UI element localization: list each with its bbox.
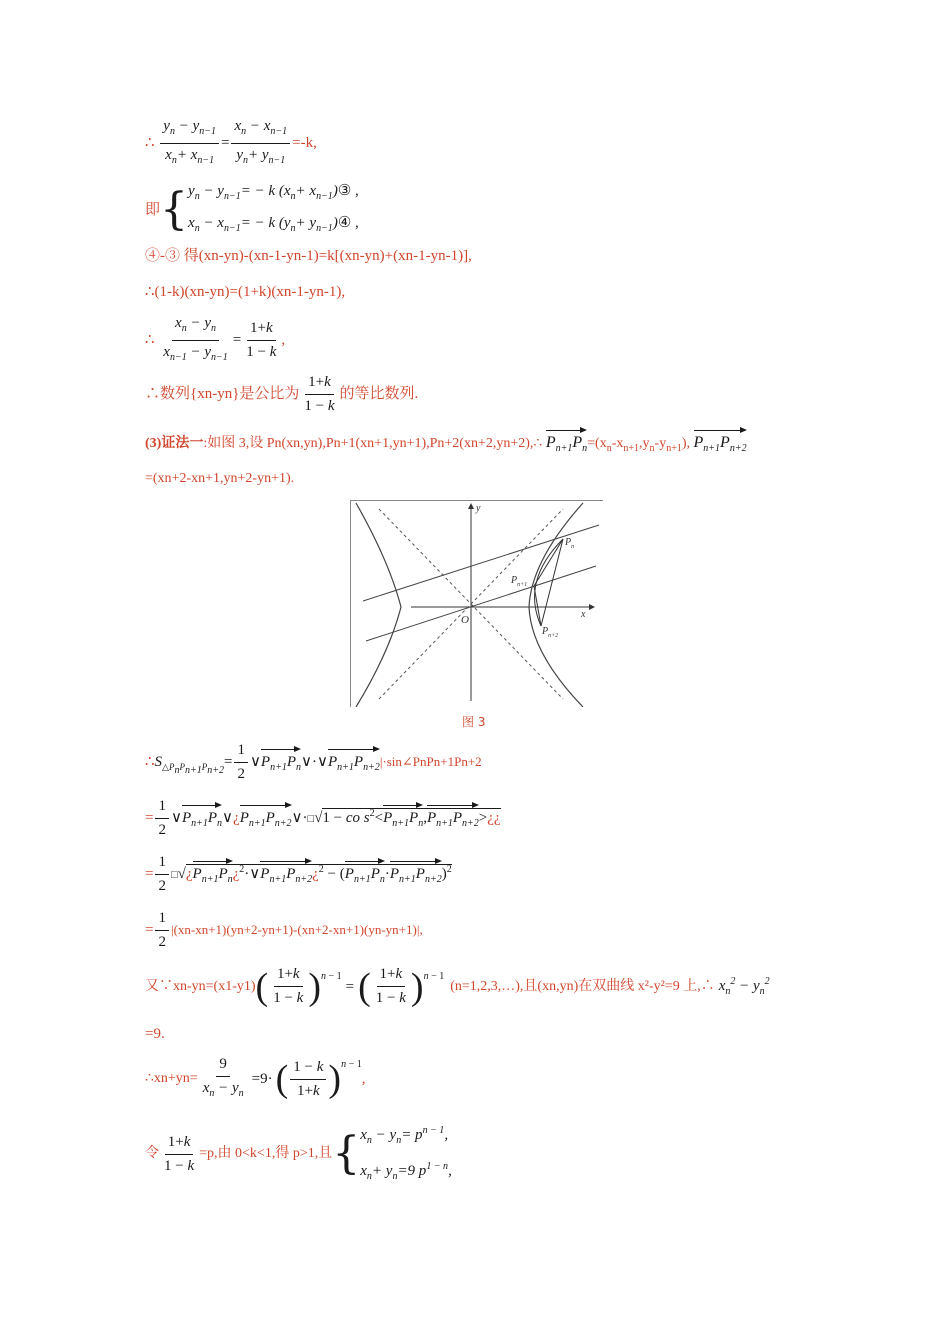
fraction-15a: $\frac{9}{x_n - y_n}$ (202, 1056, 244, 1099)
system2-row-1: $x_n - y_n= p^{n - 1}$, (360, 1125, 449, 1146)
fraction-1b: $\frac{x_n - x_{n-1}}{y_n+ y_{n-1}}$ (231, 116, 290, 171)
eq-line-16 (145, 1118, 452, 1190)
label-pn (564, 537, 574, 550)
y-axis-arrow (468, 503, 474, 509)
eq-line-2-system (145, 178, 359, 242)
therefore-symbol: ∴ (145, 331, 155, 348)
label-pn1-letter: P (511, 575, 518, 586)
eq-line-13-mid: (n=1,2,3,…),且(xn,yn)在双曲线 x²-y²=9 上,∴ (450, 978, 715, 994)
system-row-1: $y_n - y_{n-1}= - k$ ($x_n+$ $x_{n-1})③$ , (188, 183, 359, 202)
label-pn-letter: P (565, 537, 572, 548)
label-pn1 (510, 575, 527, 588)
eq-line-6-prefix: ∴数列{xn-yn}是公比为 (145, 385, 300, 402)
hyperbola-diagram (351, 501, 603, 707)
fraction-13b: $\frac{1+k}{1 - k}$ (375, 966, 406, 1006)
eq-line-10: = $\frac{1}{2}$ $\vee P_{n+1}P_n\vee¿P_{n+1}P_{n+2}\vee\cdot□√1$ − co $s^2<P_{n+1}P_n,P_{n+1}P_{n+2}>¿¿$ (145, 796, 501, 841)
eq-line-9-tail: |·sin∠PnPn+1Pn+2 (379, 753, 482, 769)
system2-row-2: $x_n+ y_n=9$ $p^{1 - n}$, (360, 1161, 452, 1182)
fraction-16: $\frac{1+k}{1 - k}$ (164, 1133, 195, 1174)
fraction-half-12: $\frac{1}{2}$ (155, 908, 169, 953)
eq-line-3: ④-③ 得(xn-yn)-(xn-1-yn-1)=k[(xn-yn)+(xn-1-yn-1)], (145, 248, 472, 264)
label-pn1-sub: n+1 (517, 582, 528, 588)
eq-line-4: ∴(1-k)(xn-yn)=(1+k)(xn-1-yn-1), (145, 284, 346, 300)
eq-line-16-prefix: 令 (145, 1146, 159, 1161)
eq-line-8: =(xn+2-xn+1,yn+2-yn+1). (145, 471, 295, 486)
fraction-15b: $\frac{1 - k}{1+k}$ (290, 1057, 326, 1102)
fraction-6: $\frac{1+k}{1 - k}$ (304, 374, 335, 414)
label-x: x (581, 609, 586, 620)
eq-line-9: $\therefore S_{\triangle P_nP_{n+1}P_{n+2}}=$ $\frac{1}{2}$ $\vee P_{n+1}P_n\vee\cdot\vee P_{n+1}P_{n+2}|\cdot\sin\angle PnPn+1Pn+2$ (145, 740, 482, 785)
label-y: y (476, 503, 481, 514)
left-brace: { (160, 184, 189, 235)
fraction-1a: $\frac{y_n - y_{n-1}}{x_n+ x_{n-1}}$ (160, 116, 219, 171)
eq-line-1: ∴ $\frac{y_n - y_{n-1}}{x_n+ x_{n-1}}$ = $\frac{x_n - x_{n-1}}{y_n+ y_{n-1}}$ =-k, (145, 116, 317, 171)
eq-line-6-suffix: 的等比数列. (339, 385, 419, 402)
eq-line-15: ∴xn+yn= $\frac{9}{x_n - y_n}$ =9· ( $\frac{1 - k}{1+k}$ ) $^{n - 1}$ , (145, 1054, 365, 1104)
vector-pn1-pn2: $P_{n+1}P_{n+2}$ (694, 432, 747, 460)
system-row-2: $x_n - x_{n-1}= - k$ ($y_n+$ $y_{n-1})④$ , (188, 215, 359, 234)
eq-line-13-prefix: 又∵xn-yn=(x1-y1) (145, 978, 256, 994)
label-pn2-sub: n+2 (548, 633, 559, 639)
fraction-5a: $\frac{x_n - y_n}{x_{n-1} - y_{n-1}}$ (163, 315, 228, 363)
x-axis-arrow (589, 604, 595, 610)
eq-line-1-tail: =-k, (292, 134, 317, 151)
segment-pn-pn1 (534, 539, 563, 586)
system-row-1-tail: ③ , (337, 183, 359, 199)
hyperbola-left-branch (356, 503, 401, 707)
label-pn-sub: n (571, 544, 575, 550)
eq-line-7: (3)证法一:如图 3,设 Pn(xn,yn),Pn+1(xn+1,yn+1),Pn+2(xn+2,yn+2),∴ $P_{n+1}P_n=(x_n-x_{n+1},y_n-y_{n+1})$, $P_{n+1}P_{n+2}$ (145, 432, 747, 460)
fraction-half-10: $\frac{1}{2}$ (155, 796, 169, 841)
vector-pn1-pn: $P_{n+1}P_n$ (546, 432, 587, 460)
fraction-half-9: $\frac{1}{2}$ (234, 740, 248, 785)
eq-line-11: = $\frac{1}{2}$ $□√¿P_{n+1}P_n¿^2\cdot\vee P_{n+1}P_{n+2}¿^2 - (P_{n+1}P_n\cdot P_{n+1}P_{n+2})^2$ (145, 852, 452, 897)
eq-line-2-prefix: 即 (145, 202, 161, 218)
eq-line-5: ∴ $\frac{x_n - y_n}{x_{n-1} - y_{n-1}}$ = $\frac{1+k}{1 - k}$ , (145, 313, 285, 368)
label-pn2-letter: P (542, 626, 549, 637)
label-origin: O (461, 614, 469, 626)
eq-line-16-mid: =p,由 0<k<1,得 p>1,且 (199, 1146, 333, 1161)
system-row-2-tail: ④ , (337, 215, 359, 231)
left-brace-2: { (332, 1128, 361, 1179)
fraction-5b: $\frac{1+k}{1 - k}$ (246, 320, 277, 360)
fraction-half-11: $\frac{1}{2}$ (155, 852, 169, 897)
proof-label: (3)证法一 (145, 436, 204, 451)
line-through-pn (363, 525, 599, 601)
eq-line-15-prefix: ∴xn+yn= (145, 1071, 198, 1086)
fraction-13a: $\frac{1+k}{1 - k}$ (273, 966, 304, 1006)
eq-line-6 (145, 372, 418, 417)
therefore-symbol: ∴ (145, 134, 155, 151)
figure-3 (350, 500, 603, 707)
proof-intro: :如图 3,设 Pn(xn,yn),Pn+1(xn+1,yn+1),Pn+2(xn+2,yn+2),∴ (203, 436, 543, 451)
eq-line-13: 又∵xn-yn=(x1-y1) ( $\frac{1+k}{1 - k}$ ) $^{n - 1}$ = ( $\frac{1+k}{1 - k}$ ) $^{n - 1}$ (n=1,2,3,…),且(xn,yn)在双曲线 x²-y²=9 上,∴ $x_n^2 - y_n^2$ (145, 965, 770, 1008)
eq-line-14: =9. (145, 1026, 165, 1042)
eq-line-12: = $\frac{1}{2}$ |(xn-xn+1)(yn+2-yn+1)-(xn+2-xn+1)(yn-yn+1)|, (145, 908, 423, 953)
label-pn2 (541, 626, 558, 639)
figure-caption: 图 3 (462, 715, 486, 729)
eq-line-12-text: |(xn-xn+1)(yn+2-yn+1)-(xn+2-xn+1)(yn-yn+1)|, (170, 921, 423, 937)
